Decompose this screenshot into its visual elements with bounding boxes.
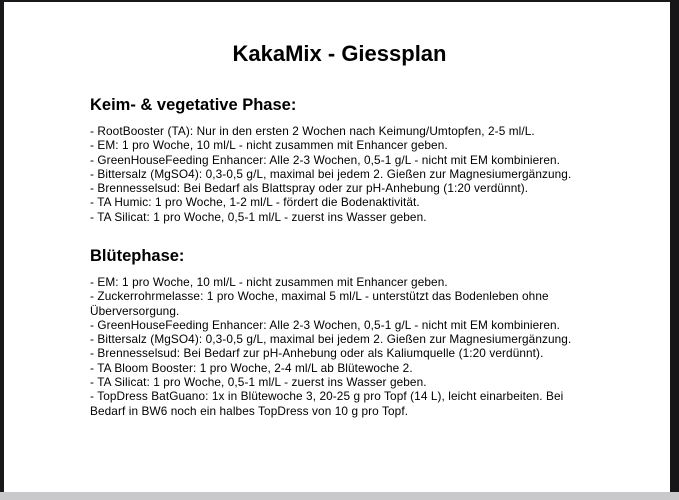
plan-item: - RootBooster (TA): Nur in den ersten 2 Wochen nach Keimung/Umtopfen, 2-5 ml/L. xyxy=(90,124,535,138)
plan-item: - GreenHouseFeeding Enhancer: Alle 2-3 Wochen, 0,5-1 g/L - nicht mit EM kombinieren. xyxy=(90,317,561,332)
plan-item: - EM: 1 pro Woche, 10 ml/L - nicht zusammen mit Enhancer geben. xyxy=(90,138,448,153)
plan-item: - Bittersalz (MgSO4): 0,3-0,5 g/L, maximal bei jedem 2. Gießen zur Magnesiumergänzung. xyxy=(90,332,572,347)
plan-item: - TopDress BatGuano: 1x in Blütewoche 3, 20-25 g pro Topf (14 L), leicht einarbeiten. Bei Bedarf in BW6 noch ein halbes TopDress von 10 g pro Topf. xyxy=(90,389,564,418)
plan-item: - Bittersalz (MgSO4): 0,3-0,5 g/L, maximal bei jedem 2. Gießen zur Magnesiumergänzung. xyxy=(90,166,572,181)
plan-item: - TA Silicat: 1 pro Woche, 0,5-1 ml/L - zuerst ins Wasser geben. xyxy=(90,375,427,390)
section-heading: Keim- & vegetative Phase: xyxy=(90,96,297,114)
plan-item: - GreenHouseFeeding Enhancer: Alle 2-3 Wochen, 0,5-1 g/L - nicht mit EM kombinieren. xyxy=(90,152,561,167)
page-title: KakaMix - Giessplan xyxy=(232,41,447,66)
plan-item: - Brennesselsud: Bei Bedarf zur pH-Anhebung oder als Kaliumquelle (1:20 verdünnt). xyxy=(90,346,544,361)
plan-item: - TA Humic: 1 pro Woche, 1-2 ml/L - fördert die Bodenaktivität. xyxy=(90,195,420,210)
plan-item: - Zuckerrohrmelasse: 1 pro Woche, maximal 5 ml/L - unterstützt das Bodenleben ohne Überversorgung. xyxy=(90,289,549,318)
plan-item: - EM: 1 pro Woche, 10 ml/L - nicht zusammen mit Enhancer geben. xyxy=(90,275,448,289)
section-heading: Blütephase: xyxy=(90,247,185,265)
plan-item: - Brennesselsud: Bei Bedarf als Blattspray oder zur pH-Anhebung (1:20 verdünnt). xyxy=(90,181,529,196)
plan-item: - TA Silicat: 1 pro Woche, 0,5-1 ml/L - zuerst ins Wasser geben. xyxy=(90,209,427,224)
plan-item-list xyxy=(90,275,582,418)
plan-item-list xyxy=(90,124,582,224)
section-keim-vegetative-phase xyxy=(90,96,582,224)
plan-item: - TA Bloom Booster: 1 pro Woche, 2-4 ml/L ab Blütewoche 2. xyxy=(90,360,413,375)
section-bluetephase xyxy=(90,247,582,418)
